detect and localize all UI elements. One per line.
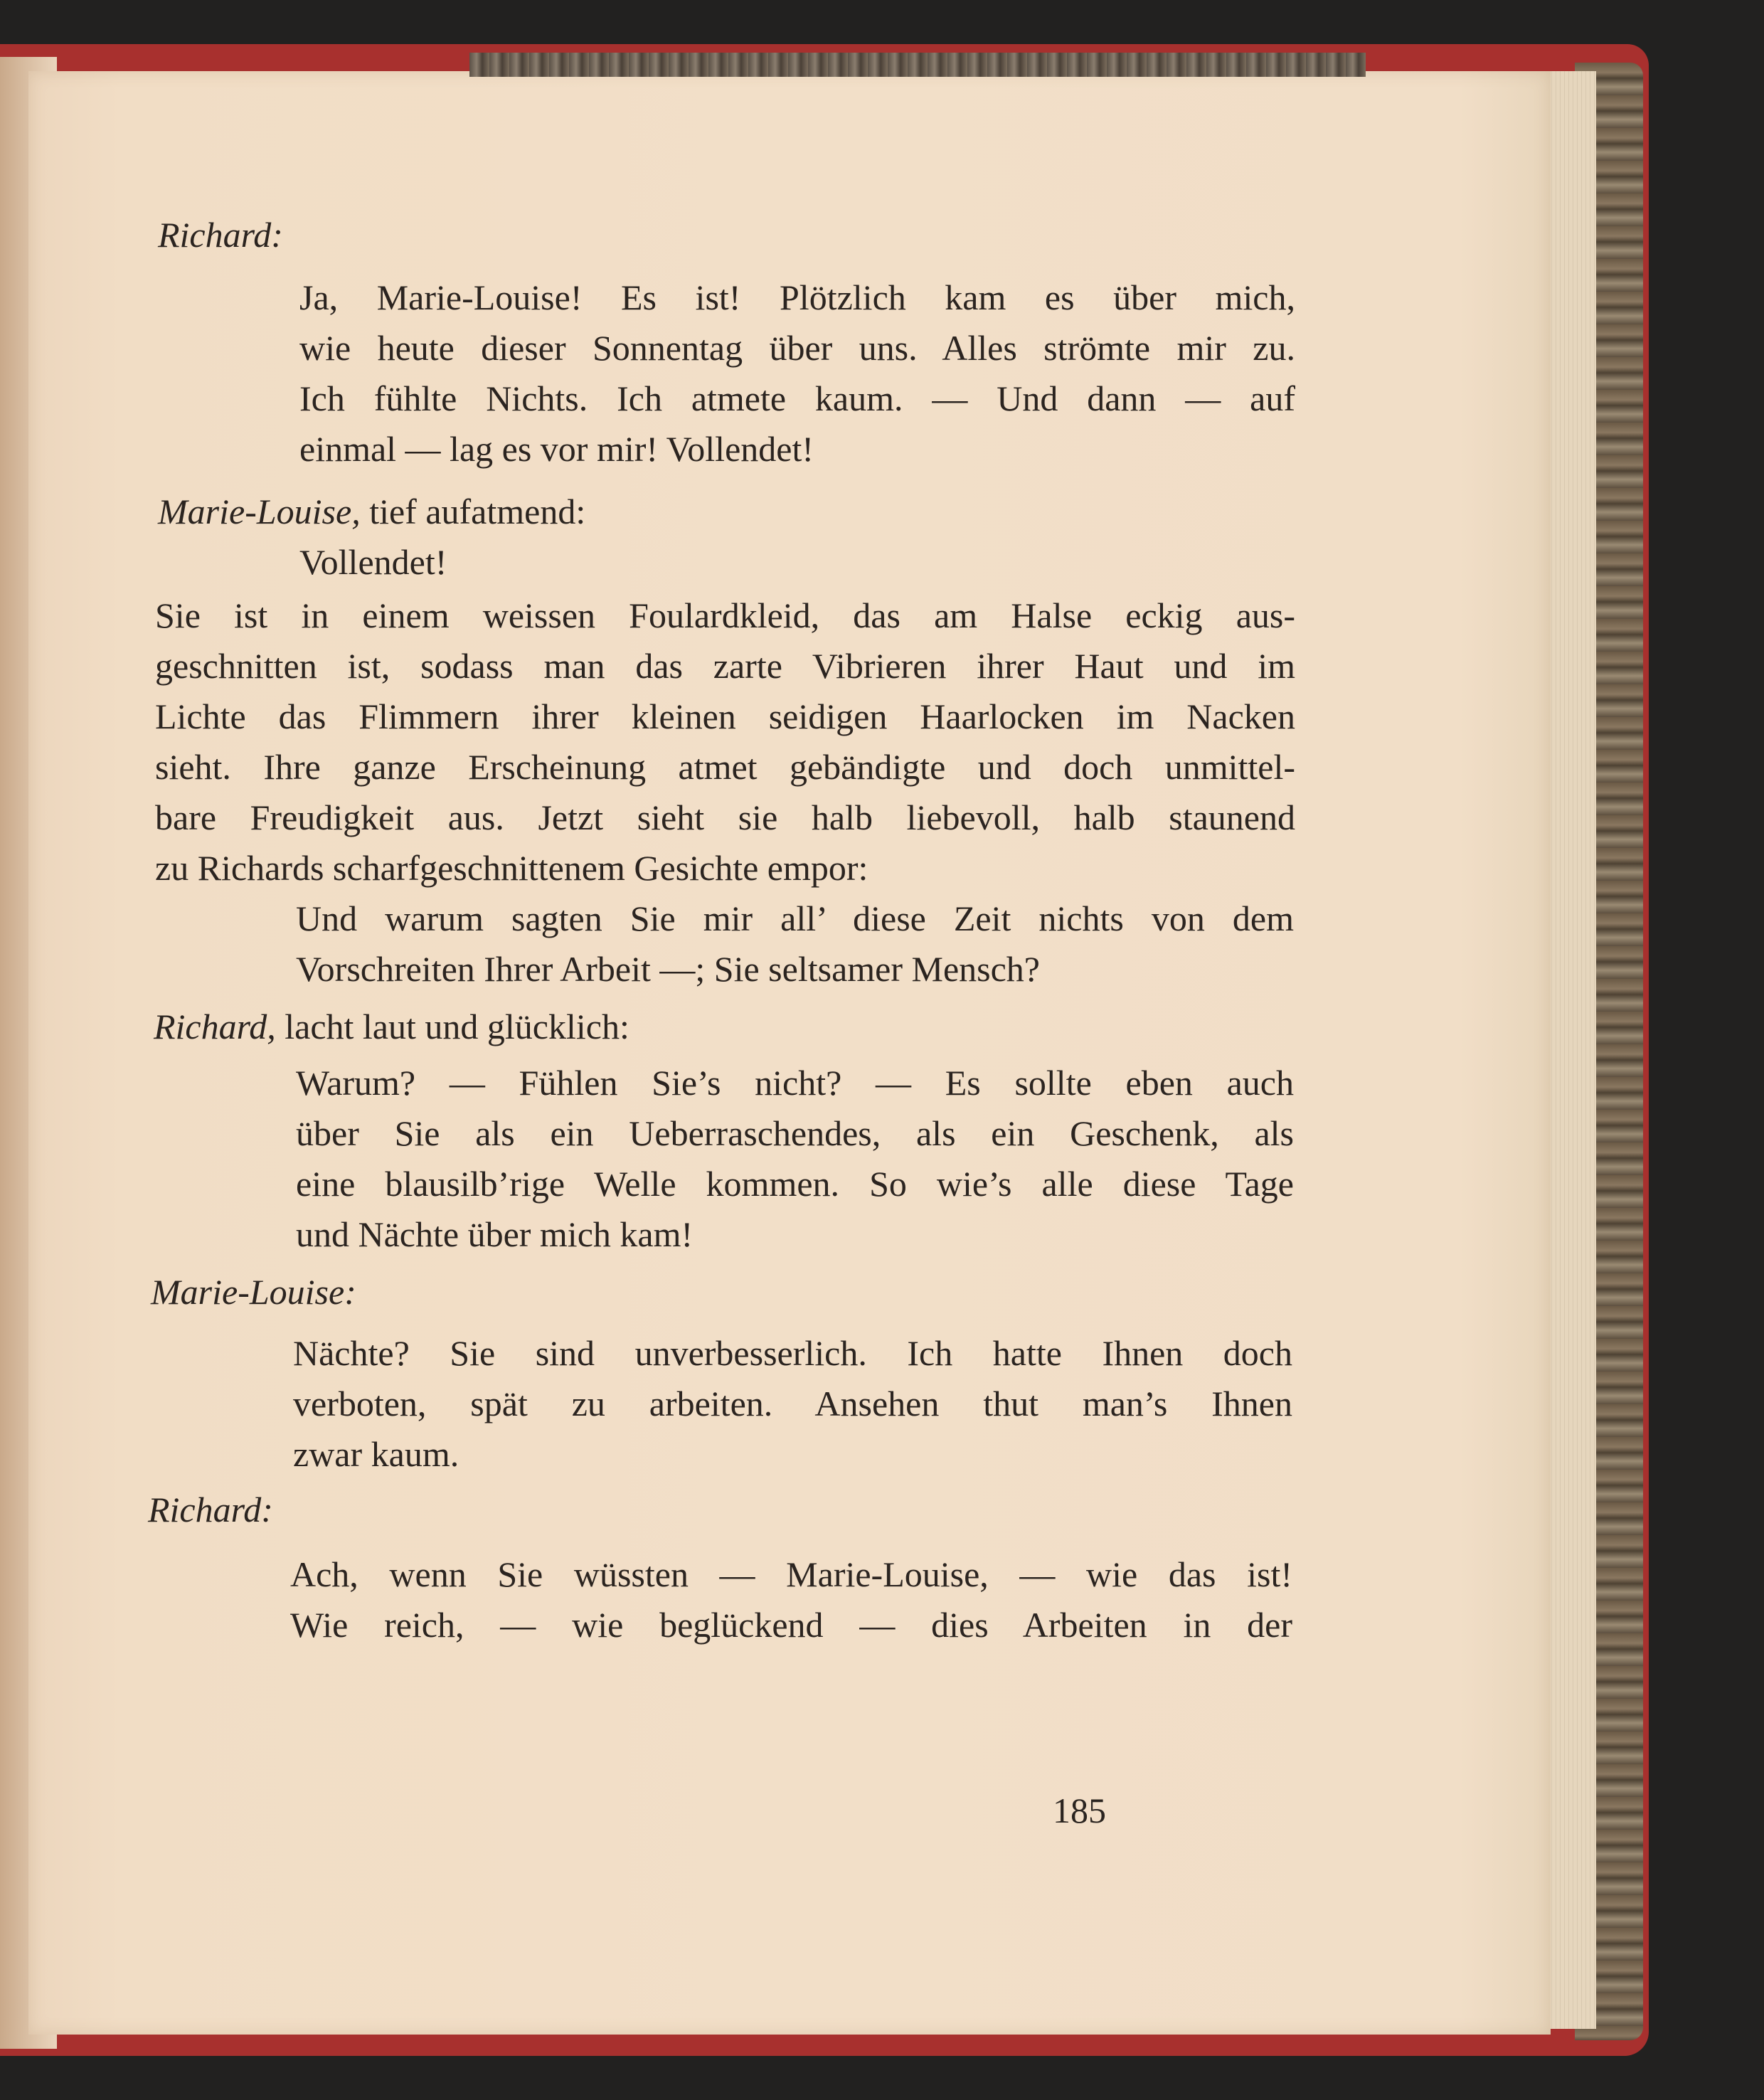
stage-direction: lacht laut und glücklich:	[285, 1007, 629, 1046]
speaker-marie-louise: Marie-Louise:	[151, 1272, 356, 1312]
text-line: und Nächte über mich kam!	[296, 1214, 694, 1254]
text-line: Nächte? Sie sind unverbesserlich. Ich hatte Ihnen doch	[293, 1333, 1292, 1373]
speaker-line	[154, 1005, 629, 1048]
narration-line: geschnitten ist, sodass man das zarte Vibrieren ihrer Haut und im	[155, 646, 1295, 686]
page-stack	[1544, 71, 1596, 2029]
page-number: 185	[1053, 1791, 1106, 1830]
speaker-line	[158, 490, 585, 533]
text-line: Und warum sagten Sie mir all’ diese Zeit nichts von dem	[296, 898, 1294, 938]
text-line: Ach, wenn Sie wüssten — Marie-Louise, — wie das ist!	[290, 1554, 1292, 1594]
text-line: eine blausilb’rige Welle kommen. So wie’s alle diese Tage	[296, 1164, 1294, 1204]
speaker-richard: Richard:	[148, 1490, 273, 1529]
narration-line: bare Freudigkeit aus. Jetzt sieht sie halb liebevoll, halb staunend	[155, 797, 1295, 837]
text-line: über Sie als ein Ueberraschendes, als ein Geschenk, als	[296, 1113, 1294, 1153]
narration-line: zu Richards scharfgeschnittenem Gesichte empor:	[155, 848, 868, 888]
text-line: zwar kaum.	[293, 1434, 459, 1474]
text-line: Warum? — Fühlen Sie’s nicht? — Es sollte eben auch	[296, 1063, 1294, 1103]
stage-direction: tief aufatmend:	[369, 492, 586, 531]
text-line: Vollendet!	[299, 542, 447, 582]
narration-line: Lichte das Flimmern ihrer kleinen seidigen Haarlocken im Nacken	[155, 696, 1295, 736]
narration-line: sieht. Ihre ganze Erscheinung atmet gebändigte und doch unmittel-	[155, 747, 1295, 787]
speaker-richard: Richard:	[158, 215, 283, 255]
narration-line: Sie ist in einem weissen Foulardkleid, das am Halse eckig aus-	[155, 595, 1295, 635]
book-page	[28, 71, 1551, 2035]
page-top-edge	[469, 53, 1366, 77]
speaker-richard: Richard,	[154, 1007, 276, 1046]
speaker-marie-louise: Marie-Louise,	[158, 492, 361, 531]
text-line: Vorschreiten Ihrer Arbeit —; Sie seltsamer Mensch?	[296, 949, 1040, 989]
text-line: einmal — lag es vor mir! Vollendet!	[299, 429, 814, 469]
text-line: verboten, spät zu arbeiten. Ansehen thut man’s Ihnen	[293, 1384, 1292, 1423]
text-line: wie heute dieser Sonnentag über uns. Alles strömte mir zu.	[299, 328, 1295, 368]
text-line: Ja, Marie-Louise! Es ist! Plötzlich kam es über mich,	[299, 277, 1295, 317]
text-line: Ich fühlte Nichts. Ich atmete kaum. — Und dann — auf	[299, 378, 1295, 418]
text-line: Wie reich, — wie beglückend — dies Arbeiten in der	[290, 1605, 1292, 1645]
